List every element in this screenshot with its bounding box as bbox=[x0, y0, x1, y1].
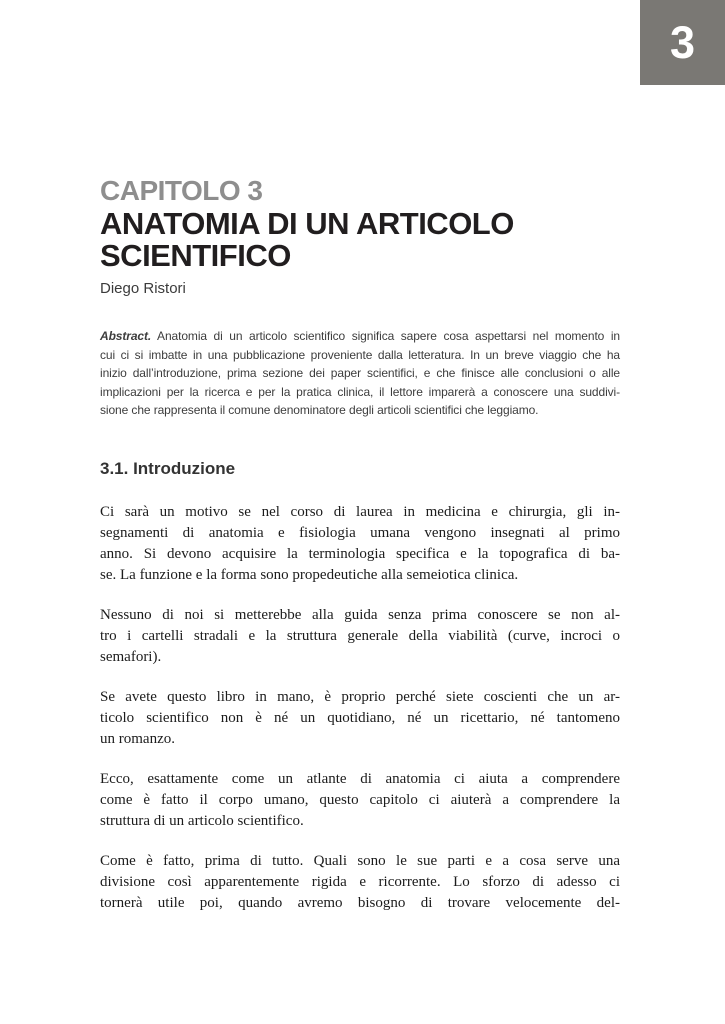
paragraph-line: Ci sarà un motivo se nel corso di laurea in medicina e chirurgia, gli in- bbox=[100, 503, 620, 520]
abstract-label: Abstract. bbox=[100, 329, 152, 343]
title-line: ANATOMIA DI UN ARTICOLO bbox=[100, 206, 514, 241]
paragraph-line: Ecco, esattamente come un atlante di anatomia ci aiuta a comprendere bbox=[100, 770, 620, 787]
paragraph-line: Se avete questo libro in mano, è proprio perché siete coscienti che un ar- bbox=[100, 688, 620, 705]
paragraph-line: tornerà utile poi, quando avremo bisogno di trovare velocemente del- bbox=[100, 894, 620, 911]
abstract-line: Abstract. Anatomia di un articolo scientifico significa sapere cosa aspettarsi nel momento in bbox=[100, 329, 620, 343]
section-heading: 3.1. Introduzione bbox=[100, 458, 236, 478]
paragraph-line: tro i cartelli stradali e la struttura generale della viabilità (curve, incroci o bbox=[100, 627, 620, 644]
title-line: SCIENTIFICO bbox=[100, 238, 291, 273]
paragraph-line: come è fatto il corpo umano, questo capitolo ci aiuterà a comprendere la bbox=[100, 791, 620, 808]
paragraph bbox=[100, 687, 620, 750]
author-name: Diego Ristori bbox=[100, 280, 186, 297]
paragraph-line: struttura di un articolo scientifico. bbox=[100, 812, 304, 829]
abstract-line: cui ci si imbatte in una pubblicazione proveniente dalla letteratura. In un breve viaggio che ha bbox=[100, 347, 620, 362]
chapter-kicker: CAPITOLO 3 bbox=[100, 175, 263, 206]
chapter-title bbox=[100, 208, 620, 272]
body-paragraphs bbox=[100, 502, 620, 914]
paragraph-line: semafori). bbox=[100, 648, 162, 665]
paragraph-line: Nessuno di noi si metterebbe alla guida senza prima conoscere se non al- bbox=[100, 606, 620, 623]
paragraph-line: ticolo scientifico non è né un quotidiano, né un ricettario, né tantomeno bbox=[100, 709, 620, 726]
paragraph-line: Come è fatto, prima di tutto. Quali sono le sue parti e a cosa serve una bbox=[100, 852, 620, 869]
abstract-line: implicazioni per la ricerca e per la pratica clinica, il lettore imparerà a conoscere una suddivi- bbox=[100, 384, 620, 399]
paragraph bbox=[100, 502, 620, 586]
paragraph-line: segnamenti di anatomia e fisiologia umana vengono insegnati al primo bbox=[100, 524, 620, 541]
paragraph-line: se. La funzione e la forma sono propedeutiche alla semeiotica clinica. bbox=[100, 566, 519, 583]
paragraph-line: divisione così apparentemente rigida e ricorrente. Lo sforzo di adesso ci bbox=[100, 873, 620, 890]
abstract-line: sione che rappresenta il comune denominatore degli articoli scientifici che leggiamo. bbox=[100, 403, 539, 417]
chapter-number: 3 bbox=[669, 17, 696, 68]
abstract-line: inizio dall’introduzione, prima sezione dei paper scientifici, e che finisce alle conclusioni o alle bbox=[100, 366, 620, 380]
abstract bbox=[100, 327, 620, 420]
chapter-number-box bbox=[640, 0, 725, 85]
paragraph bbox=[100, 769, 620, 832]
page-content bbox=[100, 176, 620, 914]
paragraph bbox=[100, 851, 620, 914]
paragraph-line: anno. Si devono acquisire la terminologia specifica e la topografica di ba- bbox=[100, 545, 620, 562]
paragraph bbox=[100, 605, 620, 668]
paragraph-line: un romanzo. bbox=[100, 730, 175, 747]
